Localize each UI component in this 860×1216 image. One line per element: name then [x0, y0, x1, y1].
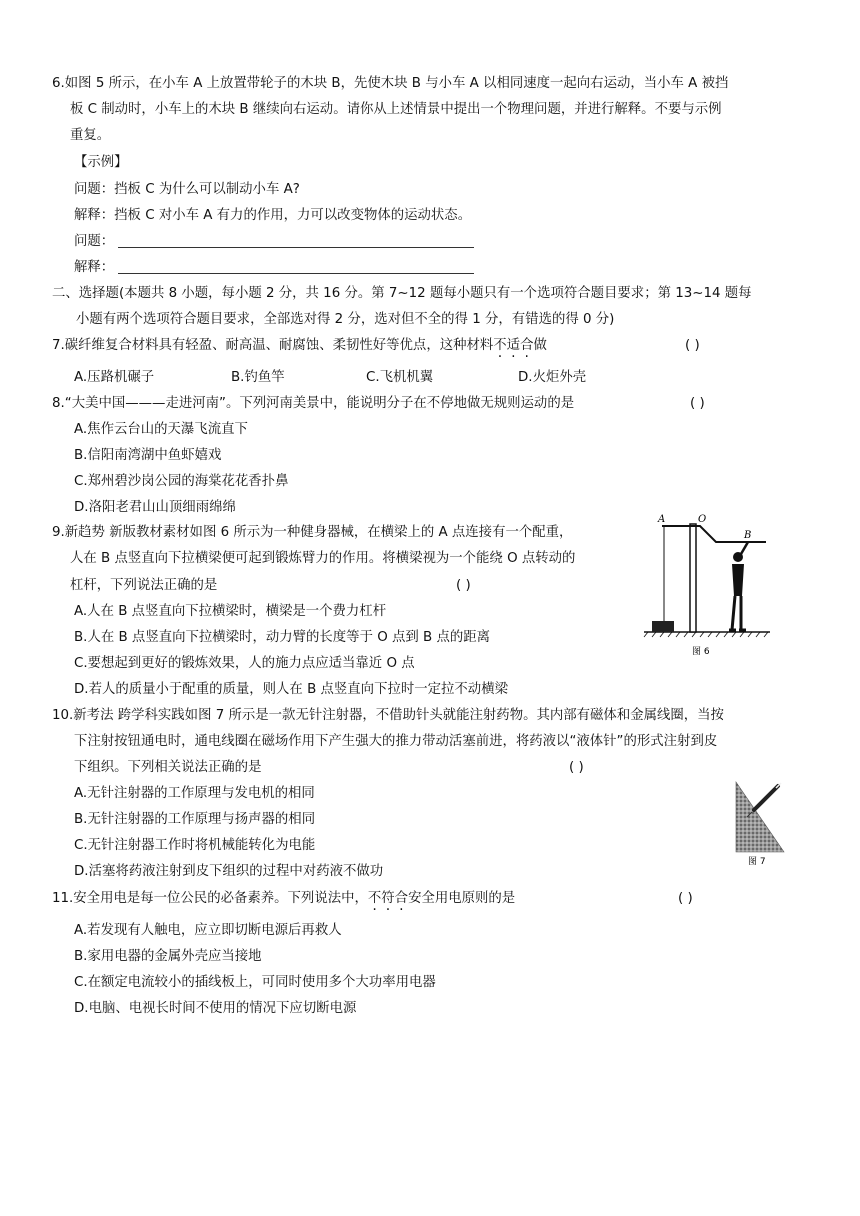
q7-stem: [52, 336, 547, 356]
q9-answer-bracket[interactable]: ( ): [456, 578, 471, 593]
example-label: 【示例】: [74, 155, 128, 170]
q7-option-c[interactable]: C.飞机机翼: [366, 370, 434, 385]
q10-option-b[interactable]: B.无针注射器的工作原理与扬声器的相同: [74, 812, 316, 827]
q7-answer-bracket[interactable]: ( ): [685, 338, 700, 353]
q7-stem-end: 做: [533, 338, 547, 353]
q11-stem: [52, 889, 515, 909]
q6-text-line-2: 板 C 制动时，小车上的木块 B 继续向右运动。请你从上述情景中提出一个物理问题，并进行解释。不要与示例: [70, 102, 722, 117]
q9-option-b[interactable]: B.人在 B 点竖直向下拉横梁时，动力臂的长度等于 O 点到 B 点的距离: [74, 630, 491, 645]
q7-option-b[interactable]: B.钓鱼竿: [231, 370, 285, 385]
answer-explanation-blank[interactable]: [118, 273, 474, 274]
q11-option-a[interactable]: A.若发现有人触电，应立即切断电源后再救人: [74, 923, 342, 938]
q8-option-c[interactable]: C.郑州碧沙岗公园的海棠花花香扑鼻: [74, 474, 289, 489]
q11-option-c[interactable]: C.在额定电流较小的插线板上，可同时使用多个大功率用电器: [74, 975, 436, 990]
q7-emphasis-char: 适: [506, 338, 521, 353]
q9-text-line-1: 9.新趋势 新版教材素材如图 6 所示为一种健身器械，在横梁上的 A 点连接有一个配重，: [52, 525, 573, 540]
q6-text-line-3: 重复。: [70, 128, 111, 143]
answer-explanation-label: 解释：: [74, 260, 115, 275]
q7-option-d[interactable]: D.火炬外壳: [518, 370, 587, 385]
q10-text-line-1: 10.新考法 跨学科实践如图 7 所示是一款无针注射器，不借助针头就能注射药物。其内部有磁体和金属线圈，当按: [52, 708, 724, 723]
q11-emphasis-char: 不: [367, 891, 382, 906]
q11-stem-text: 11.安全用电是每一位公民的必备素养。下列说法中，: [52, 891, 368, 906]
q11-emphasis-char: 合: [394, 891, 409, 906]
q8-stem: 8.“大美中国———走进河南”。下列河南美景中，能说明分子在不停地做无规则运动的是: [52, 396, 575, 411]
figure-6-fitness-lever: [640, 512, 780, 662]
q10-text-line-2: 下注射按钮通电时，通电线圈在磁场作用下产生强大的推力带动活塞前进，将药液以“液体针”的形式注射到皮: [74, 734, 718, 749]
q8-option-b[interactable]: B.信阳南湾湖中鱼虾嬉戏: [74, 448, 222, 463]
q7-stem-text: 7.碳纤维复合材料具有轻盈、耐高温、耐腐蚀、柔韧性好等优点，这种材料: [52, 338, 494, 353]
answer-question-blank[interactable]: [118, 247, 474, 248]
section-2-heading-line-1: 二、选择题(本题共 8 小题，每小题 2 分，共 16 分。第 7~12 题每小题只有一个选项符合题目要求；第 13~14 题每: [52, 286, 752, 301]
q8-answer-bracket[interactable]: ( ): [690, 396, 705, 411]
q7-emphasis-char: 合: [520, 338, 534, 353]
q9-option-c[interactable]: C.要想起到更好的锻炼效果，人的施力点应适当靠近 O 点: [74, 656, 415, 671]
figure-7-needle-free-injector: [732, 780, 788, 868]
q10-text-line-3: 下组织。下列相关说法正确的是: [74, 760, 262, 775]
q11-stem-end: 安全用电原则的是: [408, 891, 516, 906]
q10-answer-bracket[interactable]: ( ): [569, 760, 584, 775]
q9-text-line-2: 人在 B 点竖直向下拉横梁便可起到锻炼臂力的作用。将横梁视为一个能绕 O 点转动的: [70, 551, 576, 566]
q10-option-d[interactable]: D.活塞将药液注射到皮下组织的过程中对药液不做功: [74, 864, 384, 879]
q11-emphasis-char: 符: [381, 891, 395, 906]
q11-option-b[interactable]: B.家用电器的金属外壳应当接地: [74, 949, 262, 964]
q11-answer-bracket[interactable]: ( ): [678, 891, 693, 906]
q8-option-d[interactable]: D.洛阳老君山山顶细雨绵绵: [74, 500, 236, 515]
example-question: 问题：挡板 C 为什么可以制动小车 A?: [74, 182, 300, 197]
fig7-caption: 图 7: [748, 857, 766, 867]
q7-option-a[interactable]: A.压路机碾子: [74, 370, 155, 385]
q8-option-a[interactable]: A.焦作云台山的天瀑飞流直下: [74, 422, 248, 437]
q10-option-c[interactable]: C.无针注射器工作时将机械能转化为电能: [74, 838, 316, 853]
fig6-label-a: A: [658, 514, 666, 525]
q9-text-line-3: 杠杆，下列说法正确的是: [70, 578, 218, 593]
answer-question-label: 问题：: [74, 234, 115, 249]
fig6-label-o: O: [698, 514, 707, 525]
q11-option-d[interactable]: D.电脑、电视长时间不使用的情况下应切断电源: [74, 1001, 357, 1016]
section-2-heading-line-2: 小题有两个选项符合题目要求，全部选对得 2 分，选对但不全的得 1 分，有错选的得 0 分): [76, 312, 615, 327]
q6-text-line-1: 6.如图 5 所示，在小车 A 上放置带轮子的木块 B，先使木块 B 与小车 A 以相同速度一起向右运动，当小车 A 被挡: [52, 76, 729, 91]
q9-option-a[interactable]: A.人在 B 点竖直向下拉横梁时，横梁是一个费力杠杆: [74, 604, 387, 619]
example-answer: 解释：挡板 C 对小车 A 有力的作用，力可以改变物体的运动状态。: [74, 208, 472, 223]
fig6-caption: 图 6: [692, 647, 710, 657]
q7-emphasis-char: 不: [493, 338, 507, 353]
fig6-label-b: B: [744, 530, 752, 541]
q10-option-a[interactable]: A.无针注射器的工作原理与发电机的相同: [74, 786, 315, 801]
q9-option-d[interactable]: D.若人的质量小于配重的质量，则人在 B 点竖直向下拉时一定拉不动横梁: [74, 682, 508, 697]
